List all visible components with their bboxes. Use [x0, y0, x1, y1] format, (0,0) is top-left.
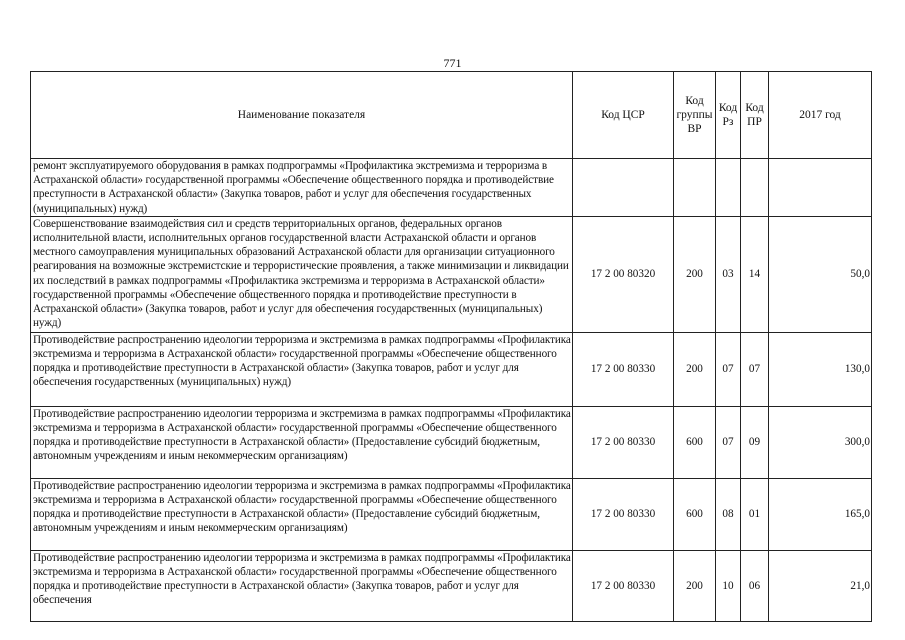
header-csr: Код ЦСР [573, 72, 674, 159]
row-csr: 17 2 00 80320 [573, 216, 674, 332]
table-header-row [31, 72, 872, 159]
budget-table [30, 71, 872, 622]
row-vr: 200 [674, 216, 716, 332]
row-pr: 14 [741, 216, 769, 332]
header-pr: Код ПР [741, 72, 769, 159]
row-amount: 21,0 [769, 550, 872, 621]
row-csr: 17 2 00 80330 [573, 478, 674, 550]
row-amount: 300,0 [769, 406, 872, 478]
row-csr: 17 2 00 80330 [573, 406, 674, 478]
row-vr: 600 [674, 406, 716, 478]
row-pr: 07 [741, 332, 769, 406]
row-vr: 200 [674, 332, 716, 406]
row-vr [674, 159, 716, 217]
table-row [31, 550, 872, 621]
header-name: Наименование показателя [31, 72, 573, 159]
row-rz: 08 [716, 478, 741, 550]
row-rz: 07 [716, 406, 741, 478]
row-rz: 03 [716, 216, 741, 332]
page-number: 771 [443, 56, 462, 70]
row-rz: 10 [716, 550, 741, 621]
table-row [31, 332, 872, 406]
header-year: 2017 год [769, 72, 872, 159]
row-csr: 17 2 00 80330 [573, 550, 674, 621]
row-csr [573, 159, 674, 217]
row-amount [769, 159, 872, 217]
row-name: Противодействие распространению идеологии терроризма и экстремизма в рамках подпрограммы «Профилактика экстремизма и терроризма в Астраханской области» государственной программы «Обеспечение общественного порядка и противодействие преступности в Астраханской области» (Закупка товаров, работ и услуг для обеспечения [31, 550, 573, 621]
row-rz: 07 [716, 332, 741, 406]
row-pr: 06 [741, 550, 769, 621]
row-name: Совершенствование взаимодействия сил и средств территориальных органов, федеральных органов исполнительной власти, исполнительных органов государственной власти Астраханской области и органов местного самоуправления муниципальных образований Астраханской области для организации ситуационного реагирования на возможные экстремистские и террористические проявления, а также минимизации и ликвидации их последствий в рамках подпрограммы «Профилактика экстремизма и терроризма в Астраханской области» государственной программы «Обеспечение общественного порядка и противодействие преступности в Астраханской области» (Закупка товаров, работ и услуг для обеспечения государственных (муниципальных) нужд) [31, 216, 573, 332]
row-pr: 09 [741, 406, 769, 478]
row-amount: 165,0 [769, 478, 872, 550]
row-rz [716, 159, 741, 217]
row-name: Противодействие распространению идеологии терроризма и экстремизма в рамках подпрограммы «Профилактика экстремизма и терроризма в Астраханской области» государственной программы «Обеспечение общественного порядка и противодействие преступности в Астраханской области» (Закупка товаров, работ и услуг для обеспечения государственных (муниципальных) нужд) [31, 332, 573, 406]
row-vr: 200 [674, 550, 716, 621]
row-vr: 600 [674, 478, 716, 550]
header-rz: Код Рз [716, 72, 741, 159]
table-row [31, 478, 872, 550]
row-amount: 130,0 [769, 332, 872, 406]
header-vr: Код группы ВР [674, 72, 716, 159]
row-csr: 17 2 00 80330 [573, 332, 674, 406]
row-amount: 50,0 [769, 216, 872, 332]
table-row [31, 216, 872, 332]
row-pr [741, 159, 769, 217]
row-pr: 01 [741, 478, 769, 550]
table-row [31, 406, 872, 478]
row-name: Противодействие распространению идеологии терроризма и экстремизма в рамках подпрограммы «Профилактика экстремизма и терроризма в Астраханской области» государственной программы «Обеспечение общественного порядка и противодействие преступности в Астраханской области» (Предоставление субсидий бюджетным, автономным учреждениям и иным некоммерческим организациям) [31, 478, 573, 550]
row-name: ремонт эксплуатируемого оборудования в рамках подпрограммы «Профилактика экстремизма и терроризма в Астраханской области» государственной программы «Обеспечение общественного порядка и противодействие преступности в Астраханской области» (Закупка товаров, работ и услуг для обеспечения государственных (муниципальных) нужд) [31, 159, 573, 217]
row-name: Противодействие распространению идеологии терроризма и экстремизма в рамках подпрограммы «Профилактика экстремизма и терроризма в Астраханской области» государственной программы «Обеспечение общественного порядка и противодействие преступности в Астраханской области» (Предоставление субсидий бюджетным, автономным учреждениям и иным некоммерческим организациям) [31, 406, 573, 478]
table-row [31, 159, 872, 217]
